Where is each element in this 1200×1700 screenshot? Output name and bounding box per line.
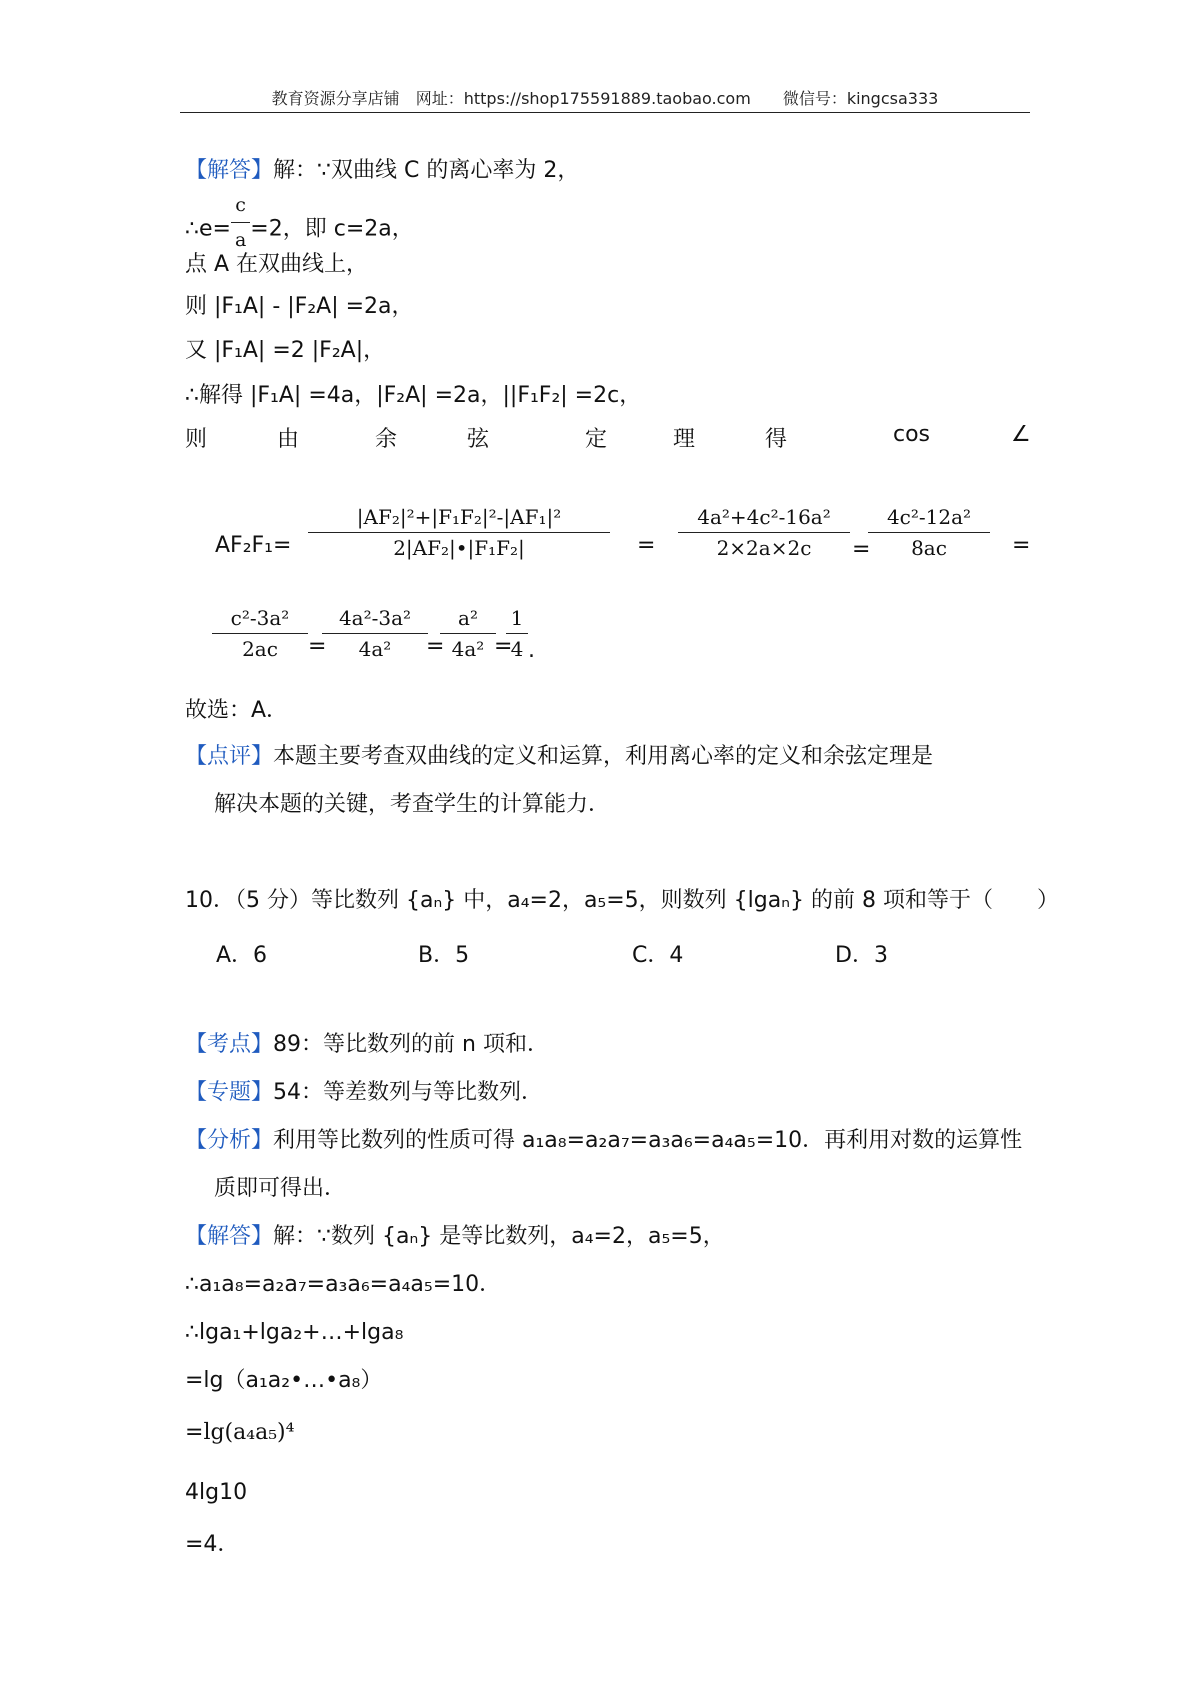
page-header [180,86,1030,109]
angle-label: AF₂F₁= [215,533,292,558]
q10-step-2: ∴lga₁+lga₂+…+lga₈ [185,1320,404,1345]
cos-word-7: cos [893,422,931,447]
jieda-tag: 【解答】 [185,1224,274,1249]
q10-zhuanti [185,1078,543,1108]
fenxi-text-1: 利用等比数列的性质可得 a₁a₈=a₂a₇=a₃a₆=a₄a₅=10．再利用对数的运算性 [273,1128,1023,1153]
frac1-denominator: 2|AF₂|•|F₁F₂| [393,536,525,560]
frac2-denominator: 2×2a×2c [716,536,812,560]
zhuanti-text: 54：等差数列与等比数列． [273,1080,544,1105]
fenxi-tag: 【分析】 [185,1128,274,1153]
q9-comment-line-2: 解决本题的关键，考查学生的计算能力． [214,792,611,817]
header-shop-text: 教育资源分享店铺 [271,89,400,108]
kaodian-tag: 【考点】 [185,1032,274,1057]
frac2-numerator: 4a²+4c²-16a² [678,505,850,533]
g1-denominator: 2ac [242,637,278,661]
q9-line-3: 点 A 在双曲线上， [185,252,369,277]
choice-d[interactable]: D．3 [835,943,888,968]
fraction-denominator: a [231,222,250,255]
header-wechat-label: 微信号： [782,89,847,108]
comment-tag: 【点评】 [185,744,274,769]
simplify-fraction-2 [322,606,428,661]
cosine-fraction-3 [868,505,990,560]
frac1-numerator: |AF₂|²+|F₁F₂|²-|AF₁|² [308,505,610,533]
header-wechat: kingcsa333 [846,89,939,108]
step4-expression: lg(a₄a₅)⁴ [203,1420,295,1445]
q9-line-6: ∴解得 |F₁A| =4a，|F₂A| =2a，||F₁F₂| =2c， [185,383,642,408]
q9-answer-line [185,156,579,186]
fraction-numerator: c [235,194,246,216]
comment-text-1: 本题主要考查双曲线的定义和运算，利用离心率的定义和余弦定理是 [273,744,934,769]
answer-tag: 【解答】 [185,158,274,183]
q9-comment-line-1 [185,742,933,772]
g2-numerator: 4a²-3a² [322,606,428,634]
frac3-numerator: 4c²-12a² [868,505,990,533]
equals-sign: = [637,533,656,558]
choice-b[interactable]: B．5 [418,943,470,968]
header-site-label: 网址： [415,89,464,108]
g1-numerator: c²-3a² [212,606,308,634]
equals-sign: = [494,634,513,659]
g4-numerator: 1 [506,606,528,634]
equals-sign: = [426,634,445,659]
q9-line-2 [185,194,414,255]
q9-line-4: 则 |F₁A| - |F₂A| =2a， [185,294,414,319]
cos-word-1: 由 [277,427,300,452]
q10-fenxi-2: 质即可得出． [214,1176,347,1201]
cos-word-0: 则 [185,427,208,452]
eccentricity-suffix: =2，即 c=2a， [250,216,414,242]
zhuanti-tag: 【专题】 [185,1080,274,1105]
q10-kaodian [185,1030,549,1060]
q10-fenxi-1 [185,1126,1022,1156]
simplify-fraction-4 [506,606,528,661]
q10-step-6: =4． [185,1532,240,1557]
equals-sign: = [308,634,327,659]
kaodian-text: 89：等比数列的前 n 项和． [273,1032,549,1057]
equals-sign: = [852,537,871,562]
q10-stem: 10．（5 分）等比数列 {aₙ} 中，a₄=2，a₅=5，则数列 {lgaₙ} 的前 8 项和等于（ ） [185,888,1059,913]
q9-choose: 故选：A． [185,698,289,723]
eccentricity-prefix: ∴e= [185,216,231,242]
q10-step-3: =lg（a₁a₂•…•a₈） [185,1368,383,1393]
simplify-fraction-1 [212,606,308,661]
g2-denominator: 4a² [358,637,392,661]
cosine-fraction-2 [678,505,850,560]
equals-sign: = [1012,533,1031,558]
period: . [528,638,535,663]
simplify-fraction-3 [440,606,496,661]
header-divider [180,112,1030,113]
g4-denominator: 4 [510,637,524,661]
q10-jieda [185,1222,725,1252]
c-over-a-fraction [231,190,250,255]
cos-word-4: 定 [585,427,608,452]
cos-word-8: ∠ [1011,422,1031,447]
q9-line-1: 解：∵双曲线 C 的离心率为 2， [273,158,580,183]
cos-word-6: 得 [765,427,788,452]
cos-word-5: 理 [673,427,696,452]
header-url[interactable]: https://shop175591889.taobao.com [463,89,751,108]
g3-denominator: 4a² [451,637,485,661]
frac3-denominator: 8ac [911,536,947,560]
g3-numerator: a² [440,606,496,634]
q10-step-1: ∴a₁a₈=a₂a₇=a₃a₆=a₄a₅=10． [185,1272,502,1297]
q9-line-5: 又 |F₁A| =2 |F₂A|， [185,338,386,363]
choice-c[interactable]: C．4 [632,943,684,968]
cos-word-2: 余 [375,427,398,452]
q10-step-4 [185,1418,294,1448]
step4-equals: = [185,1420,204,1445]
cos-word-3: 弦 [467,427,490,452]
jieda-text: 解：∵数列 {aₙ} 是等比数列，a₄=2，a₅=5， [273,1224,725,1249]
choice-a[interactable]: A．6 [216,943,268,968]
cosine-fraction-1 [308,505,610,560]
q10-step-5: 4lg10 [185,1480,248,1505]
